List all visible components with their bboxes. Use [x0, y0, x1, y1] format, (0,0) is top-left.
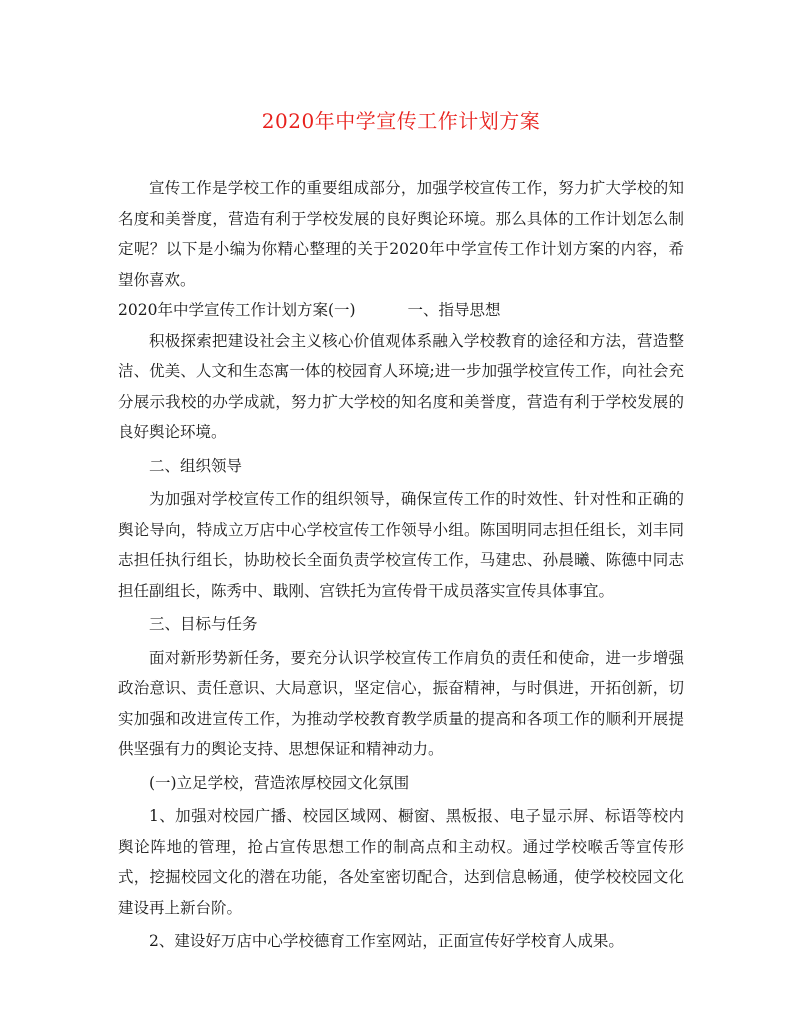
section1-heading: 一、指导思想 [407, 301, 501, 319]
section2-paragraph: 为加强对学校宣传工作的组织领导，确保宣传工作的时效性、针对性和正确的舆论导向，特成立万店中心学校宣传工作领导小组。陈国明同志担任组长，刘丰同志担任执行组长，协助校长全面负责学校宣传工作，马建忠、孙晨曦、陈德中同志担任副组长，陈秀中、戢刚、宫铁托为宣传骨干成员落实宣传具体事宜。 [118, 490, 684, 600]
document-body [118, 173, 684, 957]
item1-paragraph: 1、加强对校园广播、校园区域网、橱窗、黑板报、电子显示屏、标语等校内舆论阵地的管理，抢占宣传思想工作的制高点和主动权。通过学校喉舌等宣传形式，挖掘校园文化的潜在功能，各处室密切配合，达到信息畅通，使学校校园文化建设再上新台阶。 [118, 807, 684, 917]
plan-heading: 2020年中学宣传工作计划方案(一) [118, 301, 356, 319]
section1-paragraph: 积极探索把建设社会主义核心价值观体系融入学校教育的途径和方法，营造整洁、优美、人文和生态寓一体的校园育人环境;进一步加强学校宣传工作，向社会充分展示我校的办学成就，努力扩大学校的知名度和美誉度，营造有利于学校发展的良好舆论环境。 [118, 331, 684, 441]
document-title: 2020年中学宣传工作计划方案 [261, 109, 541, 133]
subsection1-heading: (一)立足学校，营造浓厚校园文化氛围 [149, 773, 410, 792]
section3-paragraph: 面对新形势新任务，要充分认识学校宣传工作肩负的责任和使命，进一步增强政治意识、责任意识、大局意识，坚定信心，振奋精神，与时俱进，开拓创新，切实加强和改进宣传工作，为推动学校教育教学质量的提高和各项工作的顺利开展提供坚强有力的舆论支持、思想保证和精神动力。 [118, 648, 684, 758]
item2-paragraph: 2、建设好万店中心学校德育工作室网站，正面宣传好学校育人成果。 [149, 932, 624, 950]
intro-paragraph: 宣传工作是学校工作的重要组成部分，加强学校宣传工作，努力扩大学校的知名度和美誉度，营造有利于学校发展的良好舆论环境。那么具体的工作计划怎么制定呢？以下是小编为你精心整理的关于2020年中学宣传工作计划方案的内容，希望你喜欢。 [118, 179, 684, 289]
section2-heading: 二、组织领导 [149, 456, 243, 475]
plan-heading-line [118, 295, 684, 326]
section3-heading: 三、目标与任务 [149, 615, 258, 633]
